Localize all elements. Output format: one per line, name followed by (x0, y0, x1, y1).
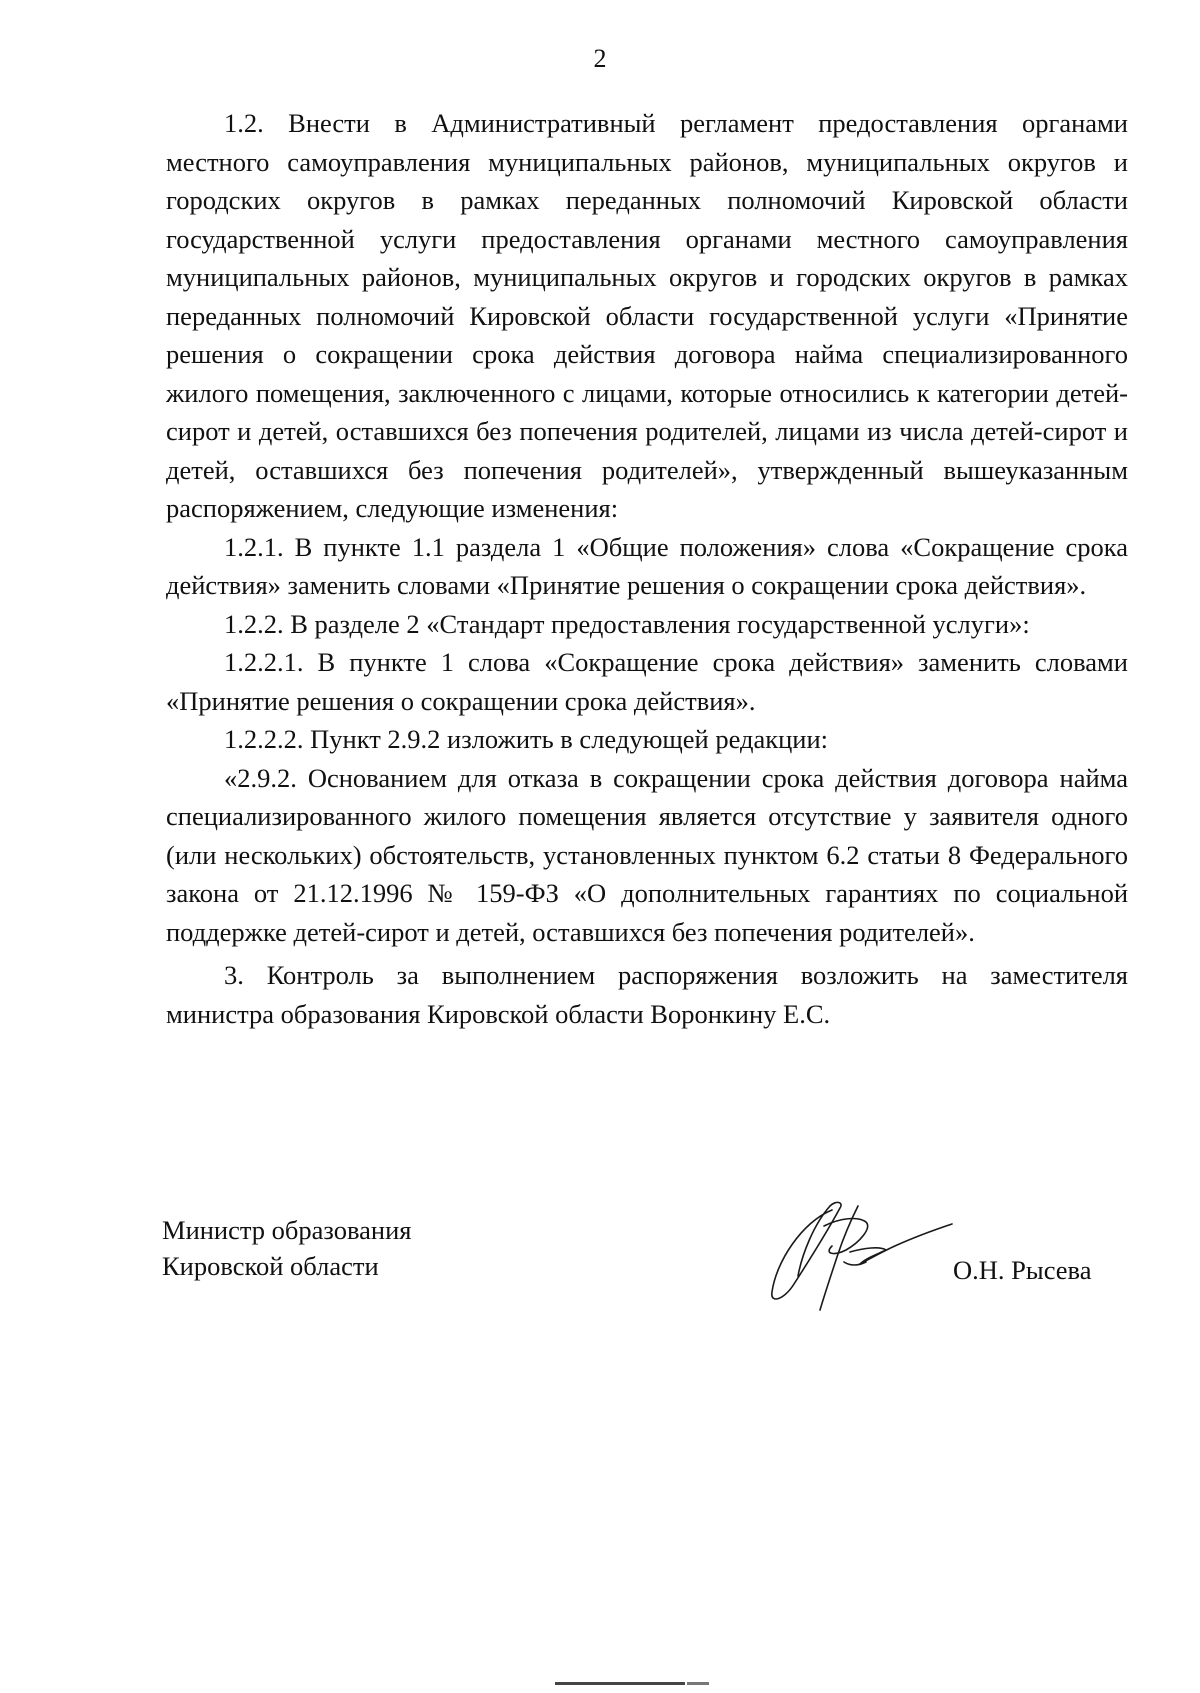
bottom-edge-mark (555, 1682, 685, 1685)
signatory-position-line-1: Министр образования (162, 1215, 412, 1245)
paragraph-1-2-2: 1.2.2. В разделе 2 «Стандарт предоставления государственной услуги»: (224, 608, 1030, 639)
page-number: 2 (593, 44, 607, 73)
signatory-position (162, 1212, 411, 1284)
paragraph-1-2: 1.2. Внести в Административный регламент предоставления органами местного самоуправления муниципальных районов, муниципальных округов и городских округов в рамках переданных полномочий Кировской области государственной услуги предоставления органами местного самоуправления муниципальных районов, муниципальных округов и городских округов в рамках переданных полномочий Кировской области государственной услуги «Принятие решения о сокращении срока действия договора найма специализированного жилого помещения, заключенного с лицами, которые относились к категории детей-сирот и детей, оставшихся без попечения родителей, лицами из числа детей-сирот и детей, оставшихся без попечения родителей», утвержденный вышеуказанным распоряжением, следующие изменения: (166, 108, 1128, 523)
paragraph-1-2-1: 1.2.1. В пункте 1.1 раздела 1 «Общие положения» слова «Сокращение срока действия» заменить словами «Принятие решения о сокращении срока действия». (166, 531, 1128, 600)
paragraph-3-control: 3. Контроль за выполнением распоряжения возложить на заместителя министра образования Кировской области Воронкину Е.С. (166, 960, 1128, 1029)
paragraph-1-2-2-2: 1.2.2.2. Пункт 2.9.2 изложить в следующей редакции: (224, 724, 829, 754)
paragraph-quote-2-9-2: «2.9.2. Основанием для отказа в сокращении срока действия договора найма специализированного жилого помещения является отсутствие у заявителя одного (или нескольких) обстоятельств, установленных пунктом 6.2 статьи 8 Федерального закона от 21.12.1996 № 159-ФЗ «О дополнительных гарантиях по социальной поддержке детей-сирот и детей, оставшихся без попечения родителей». (166, 762, 1128, 947)
document-body (166, 104, 1128, 1033)
signature-block (162, 1212, 1142, 1332)
signatory-position-line-2: Кировской области (162, 1251, 379, 1281)
signatory-name: О.Н. Рысева (953, 1255, 1092, 1285)
handwritten-signature-icon (762, 1192, 962, 1317)
paragraph-1-2-2-1: 1.2.2.1. В пункте 1 слова «Сокращение срока действия» заменить словами «Принятие решения о сокращении срока действия». (166, 647, 1128, 716)
